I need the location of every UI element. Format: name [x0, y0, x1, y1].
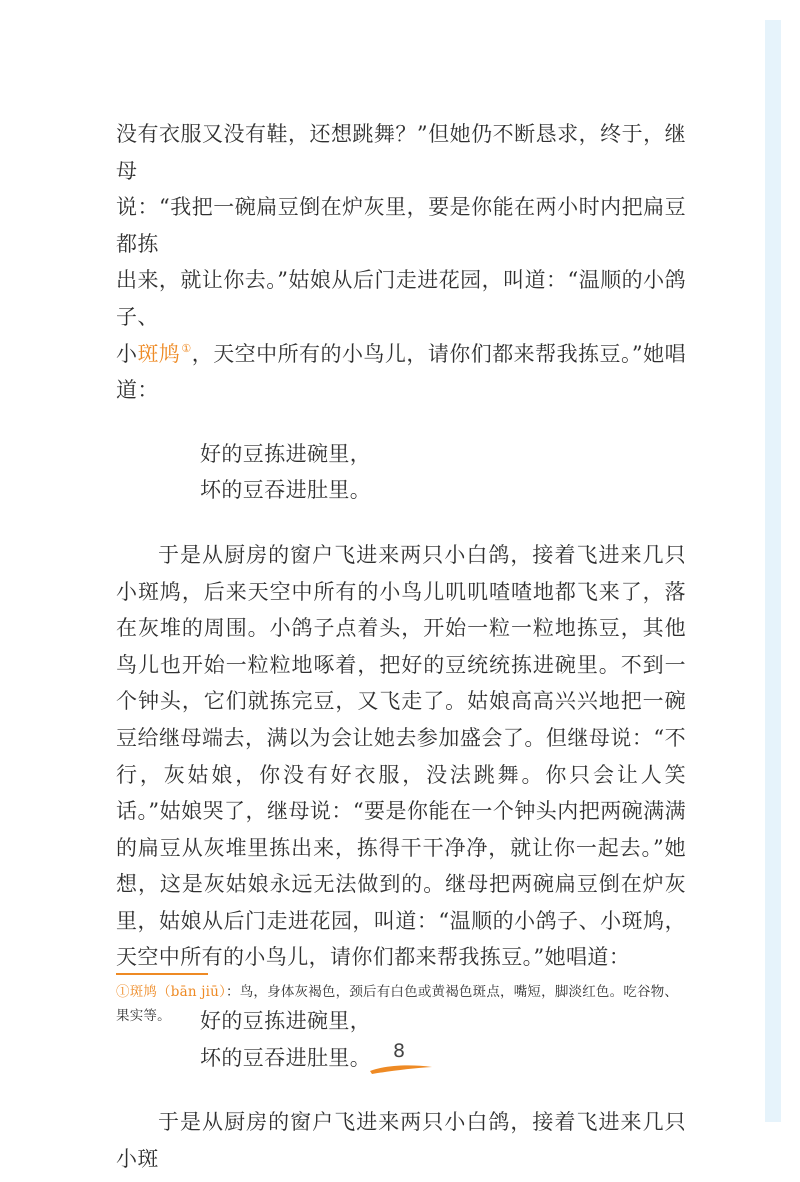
paragraph-1 [116, 116, 686, 409]
verse-block-1 [116, 436, 686, 509]
paragraph-3: 于是从厨房的窗户飞进来两只小白鸽，接着飞进来几只小斑 [116, 1110, 686, 1171]
footnote [116, 980, 686, 1028]
verse-1-line-2: 坏的豆吞进肚里。 [200, 478, 372, 503]
footnote-marker: ① [181, 341, 192, 355]
p1-line-4-suffix: ，天空中所有的小鸟儿，请你们都来帮我拣豆。”她唱道： [116, 341, 686, 403]
p1-line-3: 出来，就让你去。”姑娘从后门走进花园，叫道：“温顺的小鸽子、 [116, 268, 686, 329]
footnote-definition: ：鸟，身体灰褐色，颈后有白色或黄褐色斑点，嘴短，脚淡红色。吃谷物、果实等。 [116, 984, 679, 1024]
page-number-swoosh [368, 1062, 434, 1076]
p1-line-2: 说：“我把一碗扁豆倒在炉灰里，要是你能在两小时内把扁豆都拣 [116, 195, 686, 256]
glossary-term-banjiu: 斑鸠 [137, 341, 181, 366]
p1-line-4-prefix: 小 [116, 341, 138, 366]
verse-2-line-2: 坏的豆吞进肚里。 [200, 1045, 372, 1070]
page-margin [781, 0, 800, 1182]
footnote-term: ①斑鸠（bān jiū） [116, 984, 227, 1000]
page-edge-strip [765, 20, 781, 1122]
verse-1-line-1: 好的豆拣进碗里， [200, 441, 372, 466]
page-number: 8 [392, 1040, 406, 1062]
paragraph-2: 于是从厨房的窗户飞进来两只小白鸽，接着飞进来几只小斑鸠，后来天空中所有的小鸟儿叽叽喳喳地都飞来了，落在灰堆的周围。小鸽子点着头，开始一粒一粒地拣豆，其他鸟儿也开始一粒粒地啄着，把好的豆统统拣进碗里。不到一个钟头，它们就拣完豆，又飞走了。姑娘高高兴兴地把一碗豆给继母端去，满以为会让她去参加盛会了。但继母说：“不行，灰姑娘，你没有好衣服，没法跳舞。你只会让人笑话。”姑娘哭了，继母说：“要是你能在一个钟头内把两碗满满的扁豆从灰堆里拣出来，拣得干干净净，就让你一起去。”她想，这是灰姑娘永远无法做到的。继母把两碗扁豆倒在炉灰里，姑娘从后门走进花园，叫道：“温顺的小鸽子、小斑鸠，天空中所有的小鸟儿，请你们都来帮我拣豆。”她唱道： [116, 542, 686, 970]
verse-2-line-1: 好的豆拣进碗里， [200, 1009, 372, 1034]
p1-line-1: 没有衣服又没有鞋，还想跳舞？”但她仍不断恳求，终于，继母 [116, 122, 686, 183]
footnote-divider [116, 973, 208, 975]
